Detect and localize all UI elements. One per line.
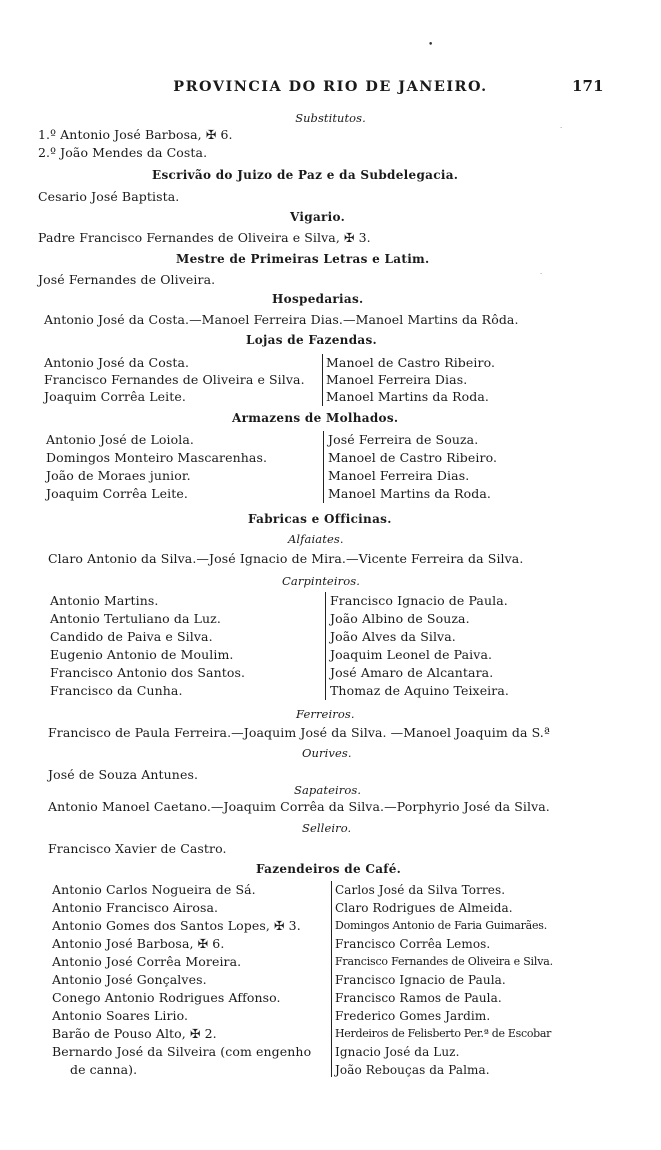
list-item: Carlos José da Silva Torres. xyxy=(335,883,506,897)
list-item: Domingos Antonio de Faria Guimarães. xyxy=(335,919,548,932)
list-item: Antonio Manoel Caetano.—Joaquim Corrêa da Silva.—Porphyrio José da Silva. xyxy=(48,799,550,814)
list-item: Manoel de Castro Ribeiro. xyxy=(328,450,498,465)
list-item: Frederico Gomes Jardim. xyxy=(335,1009,491,1023)
list-item: Francisco Ignacio de Paula. xyxy=(330,593,508,608)
list-item: Antonio Carlos Nogueira de Sá. xyxy=(52,882,256,897)
section-heading-fabricas: Fabricas e Officinas. xyxy=(248,512,392,526)
speck: • xyxy=(428,40,434,50)
section-heading-substitutos: Substitutos. xyxy=(295,111,366,125)
list-item: João Rebouças da Palma. xyxy=(335,1063,490,1077)
column-divider xyxy=(331,881,332,1077)
section-heading-escrivao: Escrivão do Juizo de Paz e da Subdelegacia. xyxy=(152,168,459,182)
list-item: Manoel Martins da Roda. xyxy=(326,389,489,404)
section-heading-ourives: Ourives. xyxy=(302,746,352,760)
list-item: Joaquim Corrêa Leite. xyxy=(46,486,188,501)
list-item: Barão de Pouso Alto, ✠ 2. xyxy=(52,1026,217,1041)
list-item: José Fernandes de Oliveira. xyxy=(38,272,216,287)
list-item: Ignacio José da Luz. xyxy=(335,1045,460,1059)
list-item: Cesario José Baptista. xyxy=(38,189,180,204)
list-item: Antonio José Gonçalves. xyxy=(52,972,207,987)
list-item: Manoel Martins da Roda. xyxy=(328,486,491,501)
list-item: Eugenio Antonio de Moulim. xyxy=(50,647,234,662)
section-heading-alfaiates: Alfaiates. xyxy=(288,532,344,546)
list-item: Herdeiros de Felisberto Per.ª de Escobar xyxy=(335,1027,552,1040)
page-number: 171 xyxy=(572,77,604,95)
section-heading-fazendeiros: Fazendeiros de Café. xyxy=(256,862,402,876)
list-item: Francisco Antonio dos Santos. xyxy=(50,665,246,680)
list-item: Francisco Ignacio de Paula. xyxy=(335,973,506,987)
list-item: Francisco Corrêa Lemos. xyxy=(335,937,491,951)
list-item: José Ferreira de Souza. xyxy=(328,432,479,447)
section-heading-mestre: Mestre de Primeiras Letras e Latim. xyxy=(176,252,430,266)
column-divider xyxy=(325,592,326,700)
list-item: Claro Rodrigues de Almeida. xyxy=(335,901,513,915)
list-item: Bernardo José da Silveira (com engenho xyxy=(52,1044,312,1059)
section-heading-armazens: Armazens de Molhados. xyxy=(232,411,399,425)
column-divider xyxy=(322,354,323,406)
list-item: Francisco de Paula Ferreira.—Joaquim José da Silva. —Manoel Joaquim da S.ª xyxy=(48,725,550,740)
list-item: Claro Antonio da Silva.—José Ignacio de Mira.—Vicente Ferreira da Silva. xyxy=(48,551,524,566)
section-heading-lojas: Lojas de Fazendas. xyxy=(246,333,378,347)
list-item: Antonio José Corrêa Moreira. xyxy=(52,954,242,969)
section-heading-selleiro: Selleiro. xyxy=(302,821,352,835)
list-item: Joaquim Leonel de Paiva. xyxy=(330,647,493,662)
list-item: 1.º Antonio José Barbosa, ✠ 6. xyxy=(38,127,233,142)
list-item: João de Moraes junior. xyxy=(46,468,191,483)
list-item: Antonio Soares Lirio. xyxy=(52,1008,189,1023)
list-item: 2.º João Mendes da Costa. xyxy=(38,145,208,160)
list-item: Manoel de Castro Ribeiro. xyxy=(326,355,496,370)
list-item: Francisco Fernandes de Oliveira e Silva. xyxy=(335,955,553,968)
list-item: José Amaro de Alcantara. xyxy=(330,665,494,680)
speck: · xyxy=(540,270,543,278)
list-item: João Albino de Souza. xyxy=(330,611,470,626)
list-item: Domingos Monteiro Mascarenhas. xyxy=(46,450,268,465)
list-item: Thomaz de Aquino Teixeira. xyxy=(330,683,509,698)
section-heading-carpinteiros: Carpinteiros. xyxy=(282,574,360,588)
list-item: Antonio José de Loiola. xyxy=(46,432,194,447)
list-item: Joaquim Corrêa Leite. xyxy=(44,389,186,404)
list-item: José de Souza Antunes. xyxy=(48,767,199,782)
list-item: Conego Antonio Rodrigues Affonso. xyxy=(52,990,281,1005)
list-item: Padre Francisco Fernandes de Oliveira e Silva, ✠ 3. xyxy=(38,230,371,245)
list-item: Antonio José da Costa.—Manoel Ferreira Dias.—Manoel Martins da Rôda. xyxy=(44,312,519,327)
list-item: Antonio Gomes dos Santos Lopes, ✠ 3. xyxy=(52,918,301,933)
list-item: de canna). xyxy=(70,1062,138,1077)
section-heading-sapateiros: Sapateiros. xyxy=(294,783,362,797)
list-item: Francisco Xavier de Castro. xyxy=(48,841,227,856)
list-item: João Alves da Silva. xyxy=(330,629,456,644)
section-heading-ferreiros: Ferreiros. xyxy=(296,707,355,721)
list-item: Manoel Ferreira Dias. xyxy=(326,372,468,387)
list-item: Manoel Ferreira Dias. xyxy=(328,468,470,483)
section-heading-hospedarias: Hospedarias. xyxy=(272,292,364,306)
list-item: Candido de Paiva e Silva. xyxy=(50,629,213,644)
list-item: Antonio Francisco Airosa. xyxy=(52,900,219,915)
page-title: PROVINCIA DO RIO DE JANEIRO. xyxy=(173,78,488,95)
list-item: Francisco da Cunha. xyxy=(50,683,183,698)
section-heading-vigario: Vigario. xyxy=(290,210,346,224)
list-item: Francisco Fernandes de Oliveira e Silva. xyxy=(44,372,305,387)
list-item: Francisco Ramos de Paula. xyxy=(335,991,502,1005)
list-item: Antonio Tertuliano da Luz. xyxy=(50,611,221,626)
list-item: Antonio Martins. xyxy=(50,593,159,608)
column-divider xyxy=(323,431,324,503)
list-item: Antonio José Barbosa, ✠ 6. xyxy=(52,936,225,951)
speck: · xyxy=(560,124,563,132)
list-item: Antonio José da Costa. xyxy=(44,355,190,370)
